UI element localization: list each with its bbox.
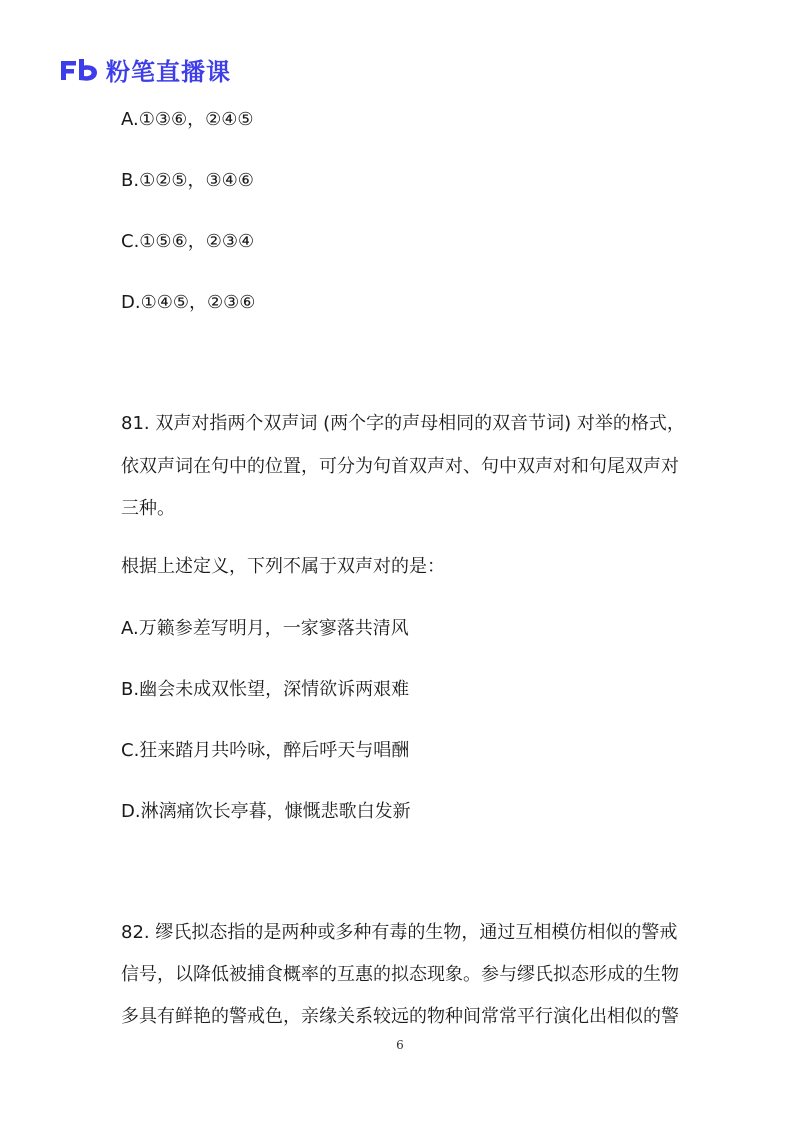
q81-stem-line: 依双声词在句中的位置，可分为句首双声对、句中双声对和句尾双声对 bbox=[121, 456, 679, 477]
brand-name: 粉笔直播课 bbox=[106, 58, 231, 86]
q81-stem-line: 三种。 bbox=[121, 498, 175, 519]
q81-option-c: C.狂来踏月共吟咏，醉后呼天与唱酬 bbox=[121, 740, 410, 761]
q80-option-b: B.①②⑤，③④⑥ bbox=[121, 170, 254, 191]
q81-option-a: A.万籁参差写明月，一家寥落共清风 bbox=[121, 618, 409, 639]
q81-question: 根据上述定义，下列不属于双声对的是： bbox=[121, 556, 445, 577]
q80-option-d: D.①④⑤，②③⑥ bbox=[121, 292, 256, 313]
q82-stem-line: 信号，以降低被捕食概率的互惠的拟态现象。参与缪氏拟态形成的生物 bbox=[121, 964, 679, 985]
q81-option-b: B.幽会未成双怅望，深情欲诉两艰难 bbox=[121, 679, 410, 700]
q81-stem-line: 81. 双声对指两个双声词 (两个字的声母相同的双音节词) 对举的格式， bbox=[121, 413, 685, 434]
q82-stem-line: 82. 缪氏拟态指的是两种或多种有毒的生物，通过互相模仿相似的警戒 bbox=[121, 922, 678, 943]
q81-option-d: D.淋漓痛饮长亭暮，慷慨悲歌白发新 bbox=[121, 801, 411, 822]
q80-option-c: C.①⑤⑥，②③④ bbox=[121, 231, 255, 252]
page-number: 6 bbox=[396, 1038, 404, 1052]
q80-option-a: A.①③⑥，②④⑤ bbox=[121, 109, 254, 130]
q82-stem-line: 多具有鲜艳的警戒色，亲缘关系较远的物种间常常平行演化出相似的警 bbox=[121, 1006, 679, 1027]
fb-logo-icon bbox=[58, 57, 100, 83]
brand-logo bbox=[58, 52, 231, 87]
